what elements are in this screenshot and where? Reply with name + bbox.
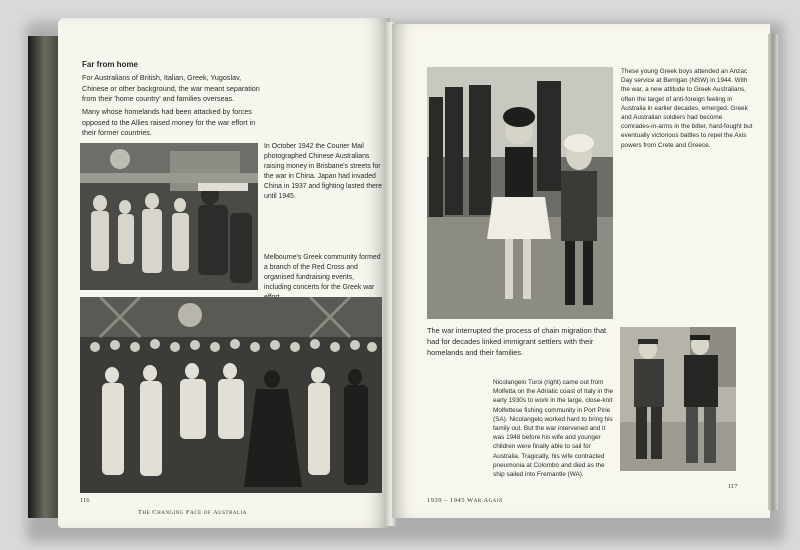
- caption-nicolangelo-turoi: Nicolangelo Turoi (right) came out from Molfetta on the Adriatic coast of Italy in the early 1930s to work in the large, close-knit Molfettese fishing community in Port Pirie (SA). Nicolangelo worked hard to bring his family out. But the war intervened and it was 1948 before his wife and younger children were finally able to sail for Australia. Tragically, his wife contracted pneumonia at Colombo and died as the ship sailed into Fremantle (WA).: [493, 379, 614, 479]
- caption-greek-red-cross: Melbourne's Greek community formed a branch of the Red Cross and organised fundraising events, including concerts for the Greek war: [264, 254, 381, 291]
- intro-paragraph-1: For Australians of British, Italian, Greek, Yugoslav, Chinese or other background, the war meant separation from their 'home country' and families overseas.: [82, 73, 260, 103]
- right-page-folio: 117: [728, 483, 738, 490]
- section-heading: Far from home: [82, 60, 139, 69]
- caption-chinese-australians: In October 1942 the Courier Mail photographed Chinese Australians raising money in Brisbane's streets for the war in China. Japan had invaded China in 1937 and fighting lasted there until 1945.: [264, 143, 382, 200]
- left-page-folio: 116: [80, 497, 90, 504]
- right-page-stack: [768, 34, 778, 510]
- caption-greek-boys: These young Greek boys attended an Anzac Day service at Berrigan (NSW) in 1944. With the war, a new attitude to Greek Australians, often the target of anti-foreign feeling in Australia in earlier decades, emerged. Greek and Australian soldiers had become comrades-in-arms in the bitter, hard-fought but eventually victorious battles to repel the Axis powers from Crete and Greece.: [621, 68, 753, 149]
- left-running-title: The Changing Face of Australia: [138, 509, 247, 516]
- caption-chain-migration: The war interrupted the process of chain migration that had for decades linked immigrant settlers with their homelands and their families.: [427, 326, 607, 357]
- photo-greek-boys: [427, 67, 613, 319]
- intro-paragraph-2: Many whose homelands had been attacked by forces opposed to the Allies raised money for the war effort in their former countries.: [82, 107, 256, 137]
- right-running-title: 1939 – 1945 War Again: [427, 497, 504, 504]
- photo-nicolangelo-turoi: [620, 327, 736, 471]
- photo-chinese-fundraising: [80, 143, 258, 290]
- photo-greek-concert: [80, 297, 382, 493]
